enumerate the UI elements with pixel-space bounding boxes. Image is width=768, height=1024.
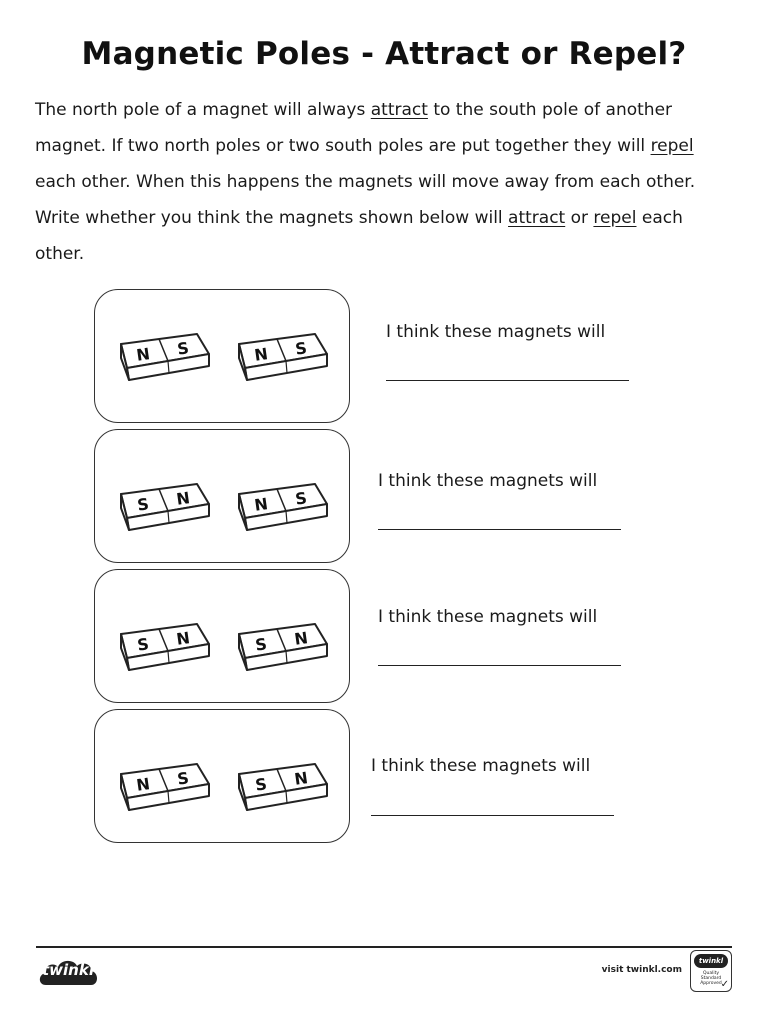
magnet-pair-illustration	[95, 710, 351, 844]
twinkl-logo[interactable]	[36, 955, 100, 991]
magnet-left	[121, 764, 209, 810]
intro-text-5: each other.	[35, 208, 683, 264]
badge-caption: Quality Standard Approved	[700, 971, 722, 986]
magnet-pair-card-4	[94, 709, 350, 843]
pole-label: N	[175, 628, 192, 649]
logo-text: twinkl	[42, 961, 94, 979]
magnet-pair-illustration	[95, 430, 351, 564]
intro-text-3: each other. When this happens the magnets will move away from each other. Write whether you think the magnets shown below will	[35, 172, 696, 228]
magnet-pair-illustration	[95, 570, 351, 704]
magnet-pair-card-2	[94, 429, 350, 563]
pole-label: S	[176, 338, 191, 359]
intro-paragraph	[35, 92, 735, 272]
pole-label: S	[136, 494, 151, 515]
pole-label: N	[293, 768, 310, 789]
keyword-attract: attract	[508, 208, 566, 228]
intro-text-1: The north pole of a magnet will always	[35, 100, 371, 120]
pole-label: N	[175, 488, 192, 509]
pole-label: S	[294, 338, 309, 359]
magnet-right	[239, 764, 327, 810]
pole-label: S	[136, 634, 151, 655]
prompt-text: I think these magnets will	[386, 322, 606, 342]
prompt-text: I think these magnets will	[371, 756, 591, 776]
answer-line[interactable]	[386, 380, 629, 381]
pole-label: N	[253, 344, 270, 365]
prompt-text: I think these magnets will	[378, 607, 598, 627]
pole-label: S	[254, 634, 269, 655]
answer-line[interactable]	[378, 529, 621, 530]
checkmark-icon: ✓	[720, 979, 729, 990]
keyword-repel: repel	[650, 136, 694, 156]
answer-line[interactable]	[371, 815, 614, 816]
magnet-pair-card-3	[94, 569, 350, 703]
magnet-right	[239, 624, 327, 670]
pole-label: N	[135, 774, 152, 795]
pole-label: N	[253, 494, 270, 515]
visit-link[interactable]: visit twinkl.com	[601, 965, 682, 975]
magnet-pair-card-1	[94, 289, 350, 423]
magnet-pair-illustration	[95, 290, 351, 424]
magnet-left	[121, 484, 209, 530]
footer-divider	[36, 946, 732, 948]
magnet-right	[239, 484, 327, 530]
pole-label: N	[135, 344, 152, 365]
intro-text-2: to the south pole of another magnet. If two north poles or two south poles are put together they will	[35, 100, 673, 156]
magnet-right	[239, 334, 327, 380]
keyword-attract: attract	[370, 100, 428, 120]
pole-label: S	[176, 768, 191, 789]
prompt-text: I think these magnets will	[378, 471, 598, 491]
answer-line[interactable]	[378, 665, 621, 666]
pole-label: S	[294, 488, 309, 509]
keyword-repel: repel	[593, 208, 637, 228]
quality-badge	[690, 950, 732, 992]
pole-label: N	[293, 628, 310, 649]
intro-text-4: or	[565, 208, 594, 228]
badge-logo-text: twinkl	[694, 954, 728, 968]
page-title: Magnetic Poles - Attract or Repel?	[81, 36, 687, 72]
pole-label: S	[254, 774, 269, 795]
magnet-left	[121, 334, 209, 380]
magnet-left	[121, 624, 209, 670]
